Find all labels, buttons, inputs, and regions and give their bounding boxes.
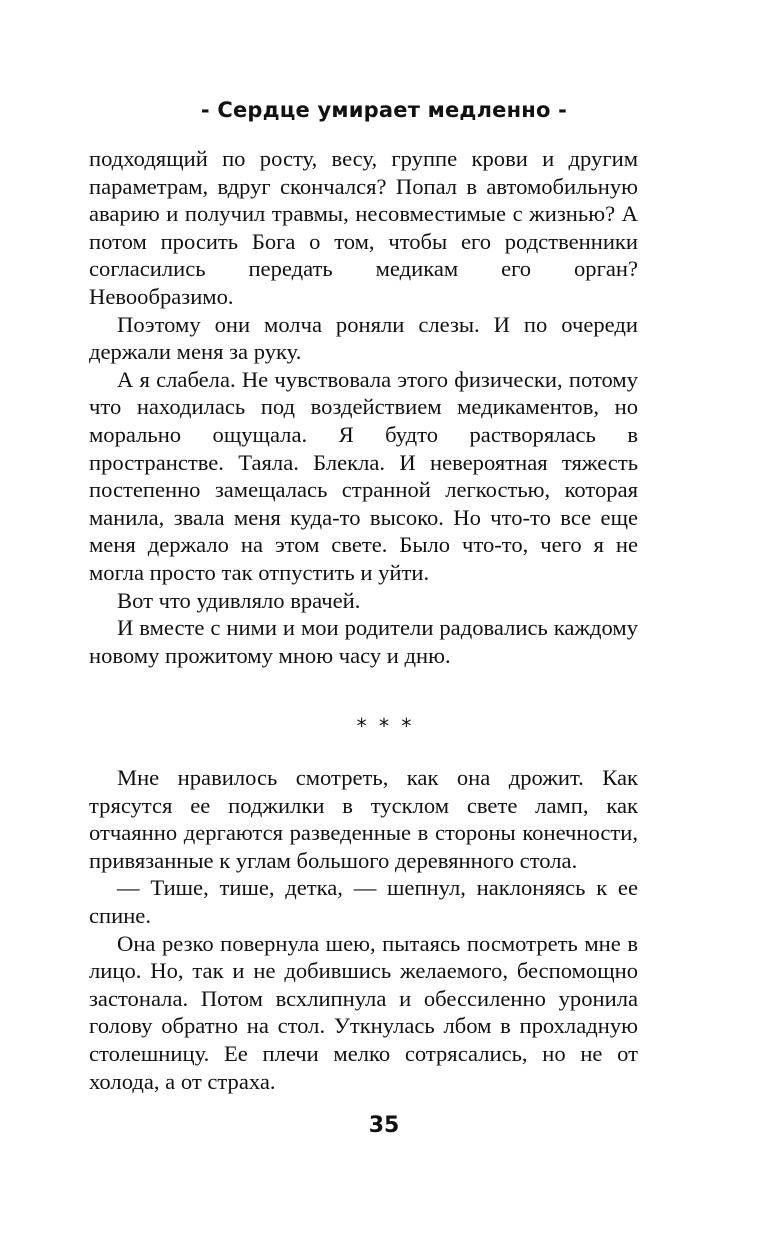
text-section-2: [89, 764, 638, 1095]
paragraph: Мне нравилось смотреть, как она дрожит. Как трясутся ее поджилки в тусклом свете ламп, как отчаянно дергаются разведенные в стороны конечности, привязанные к углам большого деревянного стола.: [89, 765, 638, 873]
paragraph: подходящий по росту, весу, группе крови и другим параметрам, вдруг скончался? Попал в автомобильную аварию и получил травмы, несовместимые с жизнью? А потом просить Бога о том, чтобы его родственники согласились передать медикам его орган? Невообразимо.: [89, 146, 638, 309]
paragraph: А я слабела. Не чувствовала этого физически, потому что находилась под воздействием медикаментов, но морально ощущала. Я будто растворялась в пространстве. Таяла. Блекла. И невероятная тяжесть постепенно замещалась странной легкостью, которая манила, звала меня куда-то высоко. Но что-то все еще меня держало на этом свете. Было что-то, чего я не могла просто так отпустить и уйти.: [89, 366, 638, 585]
section-separator: * * *: [356, 714, 412, 738]
paragraph: Вот что удивляло врачей.: [117, 587, 361, 613]
text-section-1: [89, 145, 638, 669]
paragraph: И вместе с ними и мои родители радовались каждому новому прожитому мною часу и дню.: [89, 615, 638, 668]
paragraph: — Тише, тише, детка, — шепнул, наклоняясь к ее спине.: [89, 875, 638, 928]
paragraph: Поэтому они молча роняли слезы. И по очереди держали меня за руку.: [89, 311, 638, 365]
paragraph: Она резко повернула шею, пытаясь посмотреть мне в лицо. Но, так и не добившись желаемого, беспомощно застонала. Потом всхлипнула и обессиленно уронила голову обратно на стол. Уткнулась лбом в прохладную столешницу. Ее плечи мелко сотрясались, но не от холода, а от страха.: [89, 930, 638, 1094]
running-head-title: - Сердце умирает медленно -: [200, 98, 568, 122]
page-number: 35: [368, 1113, 400, 1138]
